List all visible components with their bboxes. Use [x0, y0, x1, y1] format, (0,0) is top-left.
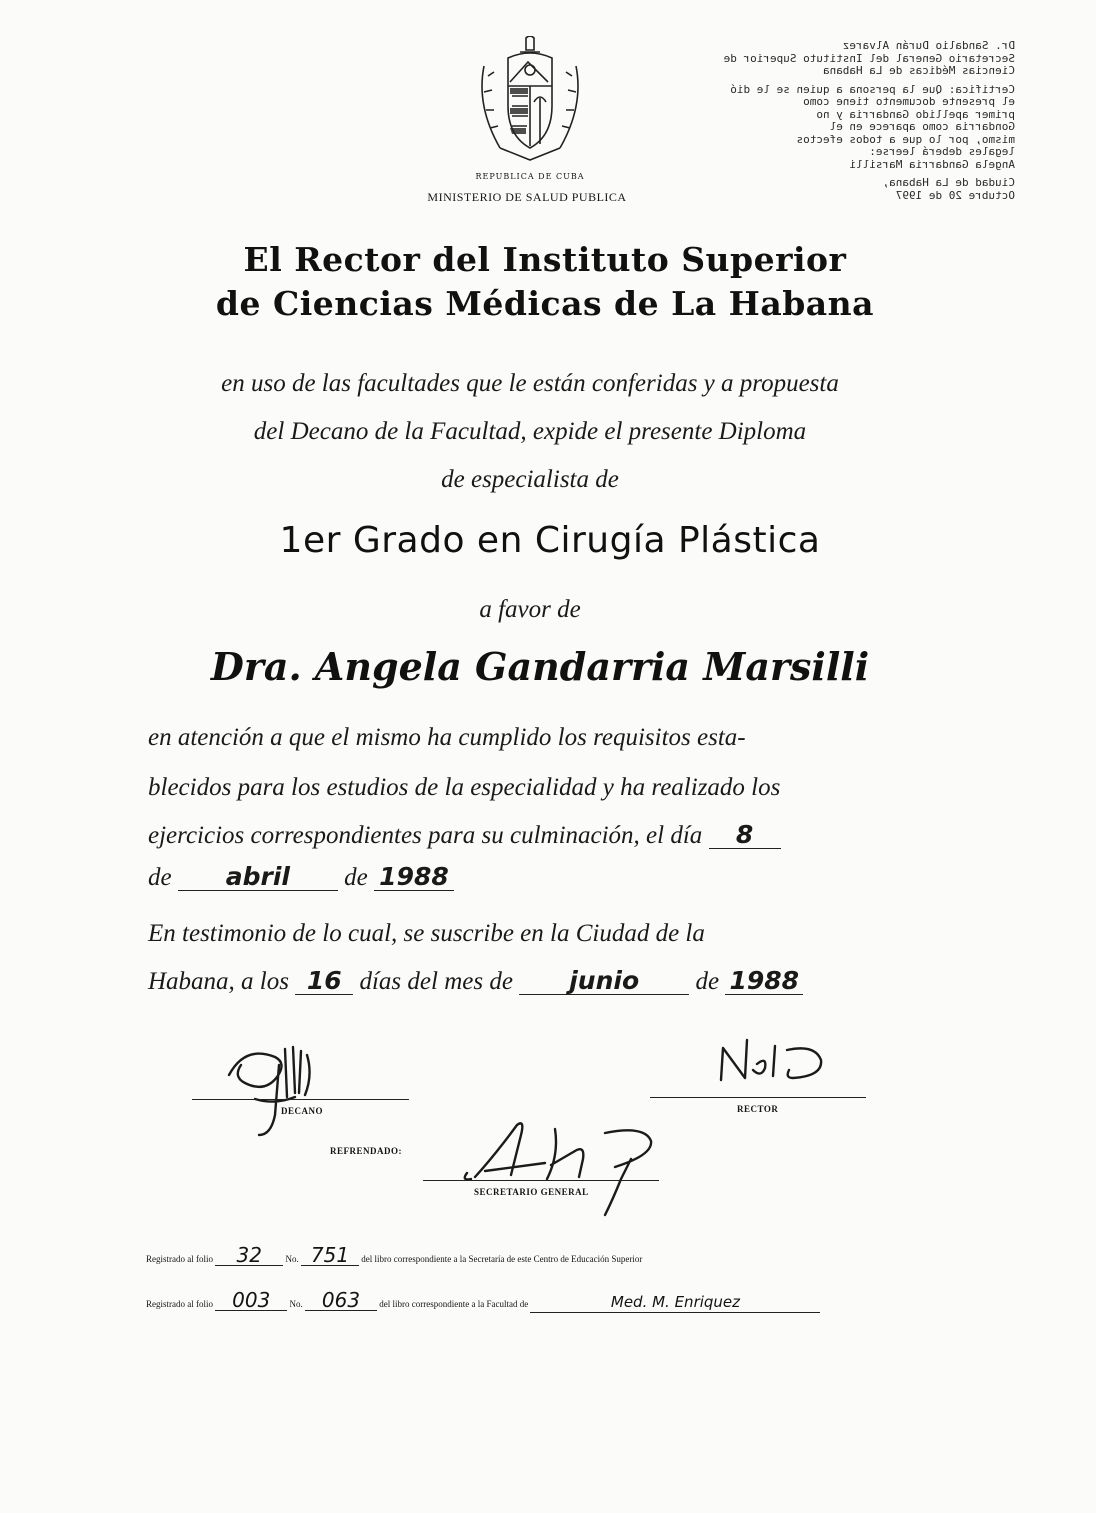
- issue-year-field: 1988: [725, 968, 803, 995]
- rector-signature-line: [650, 1097, 866, 1098]
- registration-row-facultad: [146, 1290, 820, 1313]
- registro-label: Registrado al folio: [146, 1254, 213, 1264]
- degree-title: 1er Grado en Cirugía Plástica: [279, 520, 821, 561]
- paragraph-line-5: En testimonio de lo cual, se suscribe en la Ciudad de la: [148, 920, 705, 947]
- mirrored-line: mismo, por lo que a todos efectos: [796, 132, 1015, 146]
- habana-text: Habana, a los: [148, 968, 289, 995]
- month-field: abril: [178, 864, 338, 891]
- republica-label: REPUBLICA DE CUBA: [475, 172, 585, 181]
- body-line-3: de especialista de: [441, 466, 619, 493]
- cuba-coat-of-arms-icon: [470, 36, 590, 171]
- registro-label: Registrado al folio: [146, 1299, 213, 1309]
- headline-line-2: de Ciencias Médicas de La Habana: [215, 284, 875, 323]
- mirrored-line: el presente documento tiene como: [803, 95, 1015, 108]
- folio-field: 32: [215, 1245, 283, 1266]
- diploma-headline: [120, 238, 970, 326]
- decano-signature-icon: [215, 1035, 325, 1145]
- faculty-field: Med. M. Enriquez: [530, 1292, 820, 1313]
- mirrored-line: Gondarria como aparece en el: [829, 120, 1015, 133]
- paragraph-line-1: en atención a que el mismo ha cumplido los requisitos esta-: [148, 724, 746, 751]
- mirrored-block-c: [655, 177, 1015, 202]
- decano-signature-line: [192, 1099, 409, 1100]
- issue-month-field: junio: [519, 968, 689, 995]
- number-field: 063: [305, 1290, 377, 1311]
- mirrored-certification-text: [655, 40, 1015, 208]
- no-label: No.: [285, 1254, 299, 1264]
- de-label: de: [344, 864, 368, 891]
- paragraph-line-2: blecidos para los estudios de la especialidad y ha realizado los: [148, 774, 781, 801]
- mirrored-line: Dr. Sandalio Durán Alvarez: [842, 39, 1015, 52]
- ministerio-label: MINISTERIO DE SALUD PUBLICA: [427, 190, 627, 204]
- mirrored-line: Angela Gandarria Marsilli: [849, 157, 1015, 171]
- mirrored-block-b: [655, 84, 1015, 172]
- paragraph-line-4: [148, 864, 454, 892]
- paragraph-line-6: [148, 968, 803, 996]
- recipient-name: Dra. Angela Gandarria Marsilli: [210, 644, 870, 689]
- secretario-signature-line: [423, 1180, 659, 1181]
- mirrored-line: primer apellido Gandarria y no: [816, 107, 1015, 121]
- culminacion-text: ejercicios correspondientes para su culminación, el día: [148, 822, 703, 849]
- rector-title: RECTOR: [737, 1104, 779, 1114]
- mirrored-line: Secretario General del Instituto Superior de: [723, 51, 1015, 65]
- day-field: 8: [709, 822, 781, 849]
- dias-text: días del mes de: [359, 968, 513, 995]
- folio-field: 003: [215, 1290, 287, 1311]
- mirrored-line: Certifica: Que la persona a quien se le dió: [730, 82, 1015, 96]
- libro-facultad-text: del libro correspondiente a la Facultad de: [379, 1299, 529, 1309]
- paragraph-line-3: [148, 822, 781, 850]
- mirrored-line: Ciencias Médicas de La Habana: [822, 64, 1015, 77]
- decano-title: DECANO: [281, 1106, 324, 1116]
- issue-day-field: 16: [295, 968, 353, 995]
- number-field: 751: [301, 1245, 359, 1266]
- mirrored-line: Ciudad de La Habana,: [882, 176, 1015, 189]
- mirrored-block-a: [655, 40, 1015, 78]
- mirrored-line: legales deberá leerse:: [869, 145, 1015, 158]
- a-favor-de: a favor de: [479, 596, 581, 623]
- no-label: No.: [289, 1299, 303, 1309]
- year-field: 1988: [374, 864, 454, 891]
- secretario-signature-icon: [455, 1115, 665, 1225]
- libro-secretaria-text: del libro correspondiente a la Secretaría de este Centro de Educación Superior: [361, 1254, 643, 1264]
- secretario-title: SECRETARIO GENERAL: [474, 1187, 589, 1197]
- de-label: de: [148, 864, 172, 891]
- de-label: de: [695, 968, 720, 995]
- rector-signature-icon: [705, 1030, 835, 1090]
- registration-row-secretaria: [146, 1245, 642, 1266]
- body-line-1: en uso de las facultades que le están conferidas y a propuesta: [221, 370, 839, 397]
- body-line-2: del Decano de la Facultad, expide el presente Diploma: [253, 418, 807, 445]
- refrendado-label: REFRENDADO:: [330, 1146, 402, 1156]
- headline-line-1: El Rector del Instituto Superior: [243, 240, 847, 279]
- mirrored-line: Octubre 20 de 1997: [895, 188, 1015, 202]
